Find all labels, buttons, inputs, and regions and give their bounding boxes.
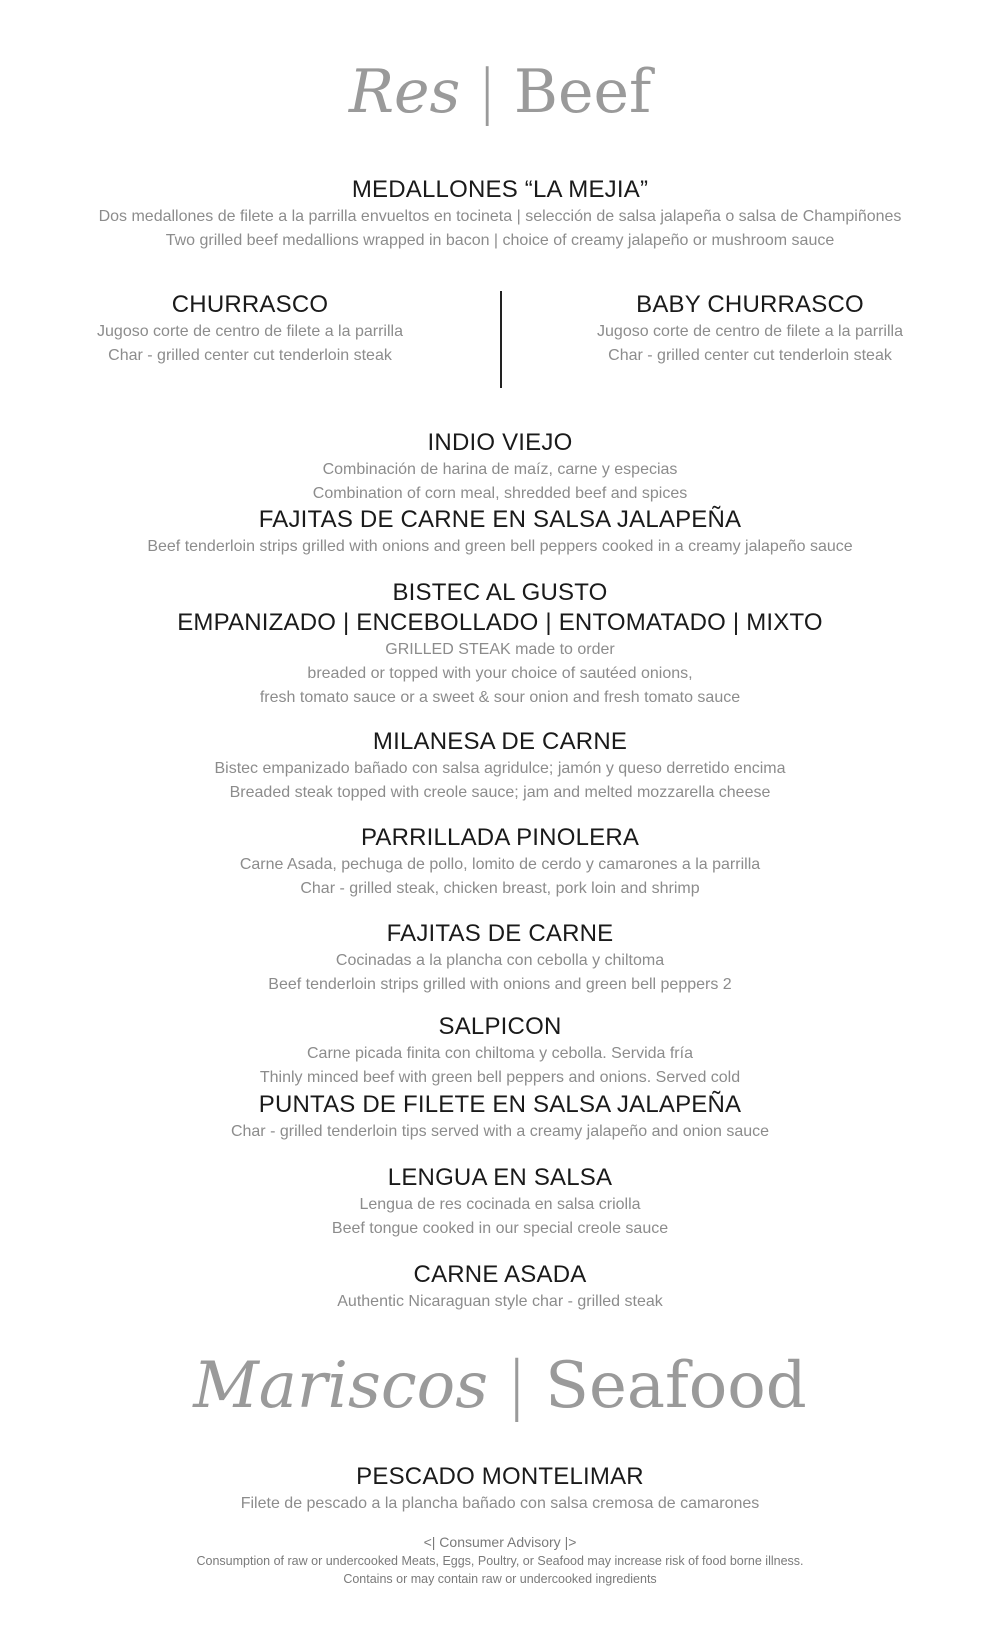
item-name: FAJITAS DE CARNE (386, 920, 614, 947)
item-name: PARRILLADA PINOLERA (360, 824, 640, 851)
beef-title-separator: | (476, 57, 498, 127)
menu-item-lengua (0, 1163, 1000, 1241)
item-desc-es: Filete de pescado a la plancha bañado con salsa cremosa de camarones (240, 1495, 760, 1512)
item-name: PUNTAS DE FILETE EN SALSA JALAPEÑA (258, 1091, 742, 1118)
item-name: CHURRASCO (171, 291, 329, 318)
item-name: PESCADO MONTELIMAR (356, 1463, 644, 1490)
seafood-section-title (0, 1340, 1000, 1431)
item-name: CARNE ASADA (413, 1261, 587, 1288)
seafood-title-separator: | (505, 1349, 528, 1423)
item-name: MILANESA DE CARNE (372, 728, 628, 755)
menu-item-parrillada (0, 823, 1000, 901)
menu-item-milanesa (0, 727, 1000, 805)
item-desc-line-2: breaded or topped with your choice of sautéed onions, (307, 665, 693, 682)
advisory-heading: <| Consumer Advisory |> (423, 1534, 577, 1550)
item-desc-en: Beef tenderloin strips grilled with onions and green bell peppers 2 (268, 976, 732, 993)
item-name: INDIO VIEJO (427, 429, 573, 456)
menu-item-medallones (0, 175, 1000, 253)
menu-item-puntas (0, 1090, 1000, 1144)
item-desc-en: Thinly minced beef with green bell peppers and onions. Served cold (259, 1069, 741, 1086)
beef-section-title (0, 52, 1000, 132)
item-desc-en: Char - grilled tenderloin tips served with a creamy jalapeño and onion sauce (230, 1123, 770, 1140)
item-subname: EMPANIZADO | ENCEBOLLADO | ENTOMATADO | MIXTO (177, 609, 823, 636)
item-name: SALPICON (438, 1013, 562, 1040)
item-desc-en: Two grilled beef medallions wrapped in bacon | choice of creamy jalapeño or mushroom sauce (165, 232, 835, 249)
item-desc-es: Bistec empanizado bañado con salsa agridulce; jamón y queso derretido encima (214, 760, 786, 777)
item-desc-line-1: GRILLED STEAK made to order (385, 641, 615, 658)
item-desc-es: Cocinadas a la plancha con cebolla y chiltoma (335, 952, 665, 969)
item-desc-en: Char - grilled center cut tenderloin steak (608, 347, 892, 364)
item-desc-en: Char - grilled center cut tenderloin steak (108, 347, 392, 364)
item-desc-en: Char - grilled steak, chicken breast, pork loin and shrimp (300, 880, 700, 897)
column-divider (500, 291, 502, 388)
menu-item-salpicon (0, 1012, 1000, 1090)
item-name: FAJITAS DE CARNE EN SALSA JALAPEÑA (258, 506, 742, 533)
advisory-line-2: Contains or may contain raw or undercooked ingredients (343, 1572, 657, 1586)
item-name: BISTEC AL GUSTO (392, 579, 608, 606)
item-desc-es: Jugoso corte de centro de filete a la parrilla (97, 323, 403, 340)
item-desc-es: Lengua de res cocinada en salsa criolla (359, 1196, 641, 1213)
beef-title-script: Res (348, 57, 461, 127)
item-name: LENGUA EN SALSA (387, 1164, 613, 1191)
item-desc-es: Dos medallones de filete a la parrilla envueltos en tocineta | selección de salsa jalapeña o salsa de Champiñones (98, 208, 902, 225)
item-desc-en: Beef tenderloin strips grilled with onions and green bell peppers cooked in a creamy jalapeño sauce (147, 538, 853, 555)
menu-item-bistec (0, 578, 1000, 710)
advisory-line-1: Consumption of raw or undercooked Meats, Eggs, Poultry, or Seafood may increase risk of food borne illness. (196, 1554, 804, 1568)
beef-title-plain: Beef (513, 57, 652, 127)
item-desc-en: Combination of corn meal, shredded beef and spices (312, 485, 688, 502)
item-desc-en: Beef tongue cooked in our special creole sauce (331, 1220, 669, 1237)
menu-item-baby-churrasco (510, 290, 990, 368)
item-name: BABY CHURRASCO (636, 291, 864, 318)
menu-item-pescado (0, 1462, 1000, 1516)
menu-item-churrasco (10, 290, 490, 368)
seafood-title-script: Mariscos (193, 1349, 489, 1423)
item-desc-es: Carne picada finita con chiltoma y cebolla. Servida fría (307, 1045, 693, 1062)
item-desc-es: Combinación de harina de maíz, carne y especias (322, 461, 678, 478)
item-desc-en: Authentic Nicaraguan style char - grilled steak (337, 1293, 663, 1310)
item-desc-line-3: fresh tomato sauce or a sweet & sour onion and fresh tomato sauce (259, 689, 741, 706)
item-desc-es: Carne Asada, pechuga de pollo, lomito de cerdo y camarones a la parrilla (239, 856, 761, 873)
menu-item-fajitas (0, 919, 1000, 997)
menu-item-indio-viejo (0, 428, 1000, 506)
item-name: MEDALLONES “LA MEJIA” (351, 176, 649, 203)
menu-item-carne-asada (0, 1260, 1000, 1314)
item-desc-en: Breaded steak topped with creole sauce; jam and melted mozzarella cheese (229, 784, 771, 801)
seafood-title-plain: Seafood (545, 1349, 807, 1423)
consumer-advisory (0, 1532, 1000, 1588)
menu-item-fajitas-jalapena (0, 505, 1000, 559)
item-desc-es: Jugoso corte de centro de filete a la parrilla (597, 323, 903, 340)
